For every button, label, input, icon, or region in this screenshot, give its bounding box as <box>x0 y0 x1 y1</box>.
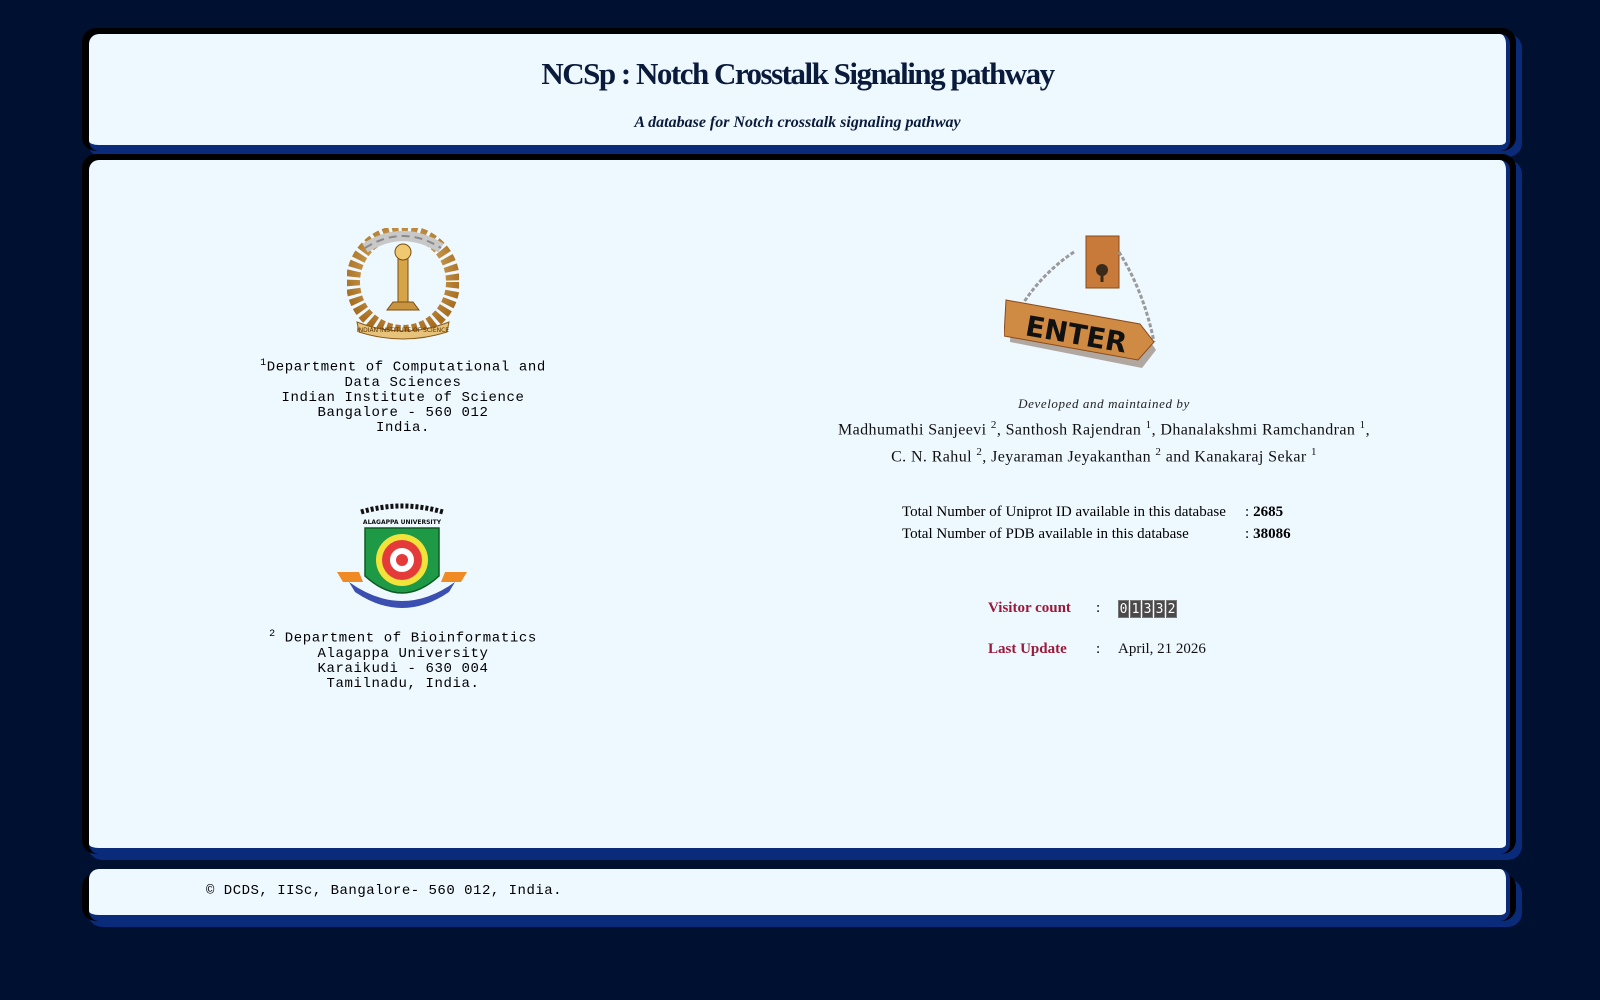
author-sup: 1 <box>1359 419 1366 431</box>
header-frame <box>82 28 1516 151</box>
main-frame <box>82 154 1516 854</box>
last-update-label: Last Update <box>988 641 1067 657</box>
author-sup: 2 <box>1155 446 1162 459</box>
header-panel <box>89 34 1510 151</box>
affiliation-sup: 2 <box>269 629 276 640</box>
enter-sign-icon <box>1004 232 1164 372</box>
footer-frame <box>82 873 1516 921</box>
main-panel: INDIAN INSTITUTE OF SCIENCE $^1$Department of Computational and Data Sciences Indian Institute of Science Bangalore - 560 012 India. ALAGAPPA UNIVERSITY $^2$ Department of Bioinformatics Alagappa University Karaikudi - 630 004 Tamilnadu, India. ENTER Developed and maintained by Madhumathi Sanjeevi $^2$, Santhosh Rajendran $^1$, Dhanalakshmi Ramchandran $^1$, C. N. Rahul $^2$, Jeyaraman Jeyakanthan $^2$ and Kanakaraj Sekar $^1$ Total Number of Uniprot ID available in this database : 2685 Total Number of PDB available in this database : 38086 Visitor count : 0 1 3 3 2 Last Update : April, 21 2026 <box>89 160 1510 854</box>
visitor-count-label: Visitor count <box>988 600 1071 616</box>
author-name: Santhosh Rajendran <box>1005 421 1142 439</box>
affiliation-line: Tamilnadu, India. <box>326 675 480 692</box>
iisc-logo-text: INDIAN INSTITUTE OF SCIENCE <box>356 327 450 334</box>
counter-digit: 3 <box>1143 602 1152 617</box>
counter-digit: 3 <box>1155 602 1164 617</box>
affiliation-alagappa <box>209 627 597 692</box>
enter-button[interactable] <box>1004 232 1164 377</box>
author-sup: 2 <box>976 446 983 459</box>
affiliation-sup: 1 <box>260 358 267 369</box>
page-title: NCSp : Notch Crosstalk Signaling pathway <box>541 56 1054 91</box>
author-name: Kanakaraj Sekar <box>1194 448 1307 466</box>
counter-digit: 0 <box>1119 602 1128 617</box>
alagappa-logo-text: ALAGAPPA UNIVERSITY <box>362 519 442 526</box>
stat-uniprot-label: Total Number of Uniprot ID available in this database <box>902 504 1226 520</box>
stat-uniprot-value: 2685 <box>1253 504 1284 520</box>
footer-copyright: © DCDS, IISc, Bangalore- 560 012, India. <box>206 883 563 899</box>
affiliation-line: Department of Bioinformatics <box>284 630 537 647</box>
affiliation-line: India. <box>375 419 430 436</box>
author-name: Madhumathi Sanjeevi <box>838 421 987 439</box>
author-sup: 2 <box>990 419 997 431</box>
counter-digit: 2 <box>1167 602 1176 617</box>
affiliation-line: Data Sciences <box>344 374 462 391</box>
last-update-value: April, 21 2026 <box>1118 641 1206 657</box>
author-name: C. N. Rahul <box>891 448 972 466</box>
affiliation-line: Department of Computational and <box>266 359 546 376</box>
page-subtitle: A database for Notch crosstalk signaling pathway <box>634 114 961 131</box>
footer-panel <box>89 869 1510 921</box>
affiliation-line: Karaikudi - 630 004 <box>317 660 489 677</box>
affiliation-line: Alagappa University <box>317 645 489 662</box>
alagappa-logo[interactable] <box>337 502 467 619</box>
authors-list: Madhumathi Sanjeevi $^2$, Santhosh Rajendran $^1$, Dhanalakshmi Ramchandran $^1$, C. N. Rahul $^2$, Jeyaraman Jeyakanthan $^2$ and Kanakaraj Sekar $^1$ <box>838 419 1370 466</box>
author-name: Jeyaraman Jeyakanthan <box>991 448 1151 466</box>
developed-by: Developed and maintained by <box>1018 396 1190 411</box>
affiliation-line: Bangalore - 560 012 <box>317 404 489 421</box>
author-sup: 1 <box>1145 419 1152 431</box>
stat-pdb-label: Total Number of PDB available in this database <box>902 526 1189 542</box>
author-sup: 1 <box>1310 446 1317 459</box>
iisc-logo[interactable] <box>347 228 459 345</box>
affiliation-line: Indian Institute of Science <box>281 389 525 406</box>
counter-digit: 1 <box>1131 602 1140 617</box>
author-name: Dhanalakshmi Ramchandran <box>1160 421 1356 439</box>
enter-label: ENTER <box>1022 309 1130 360</box>
stat-pdb-value: 38086 <box>1253 526 1291 542</box>
visitor-counter <box>1118 600 1177 618</box>
affiliation-iisc <box>209 356 597 436</box>
